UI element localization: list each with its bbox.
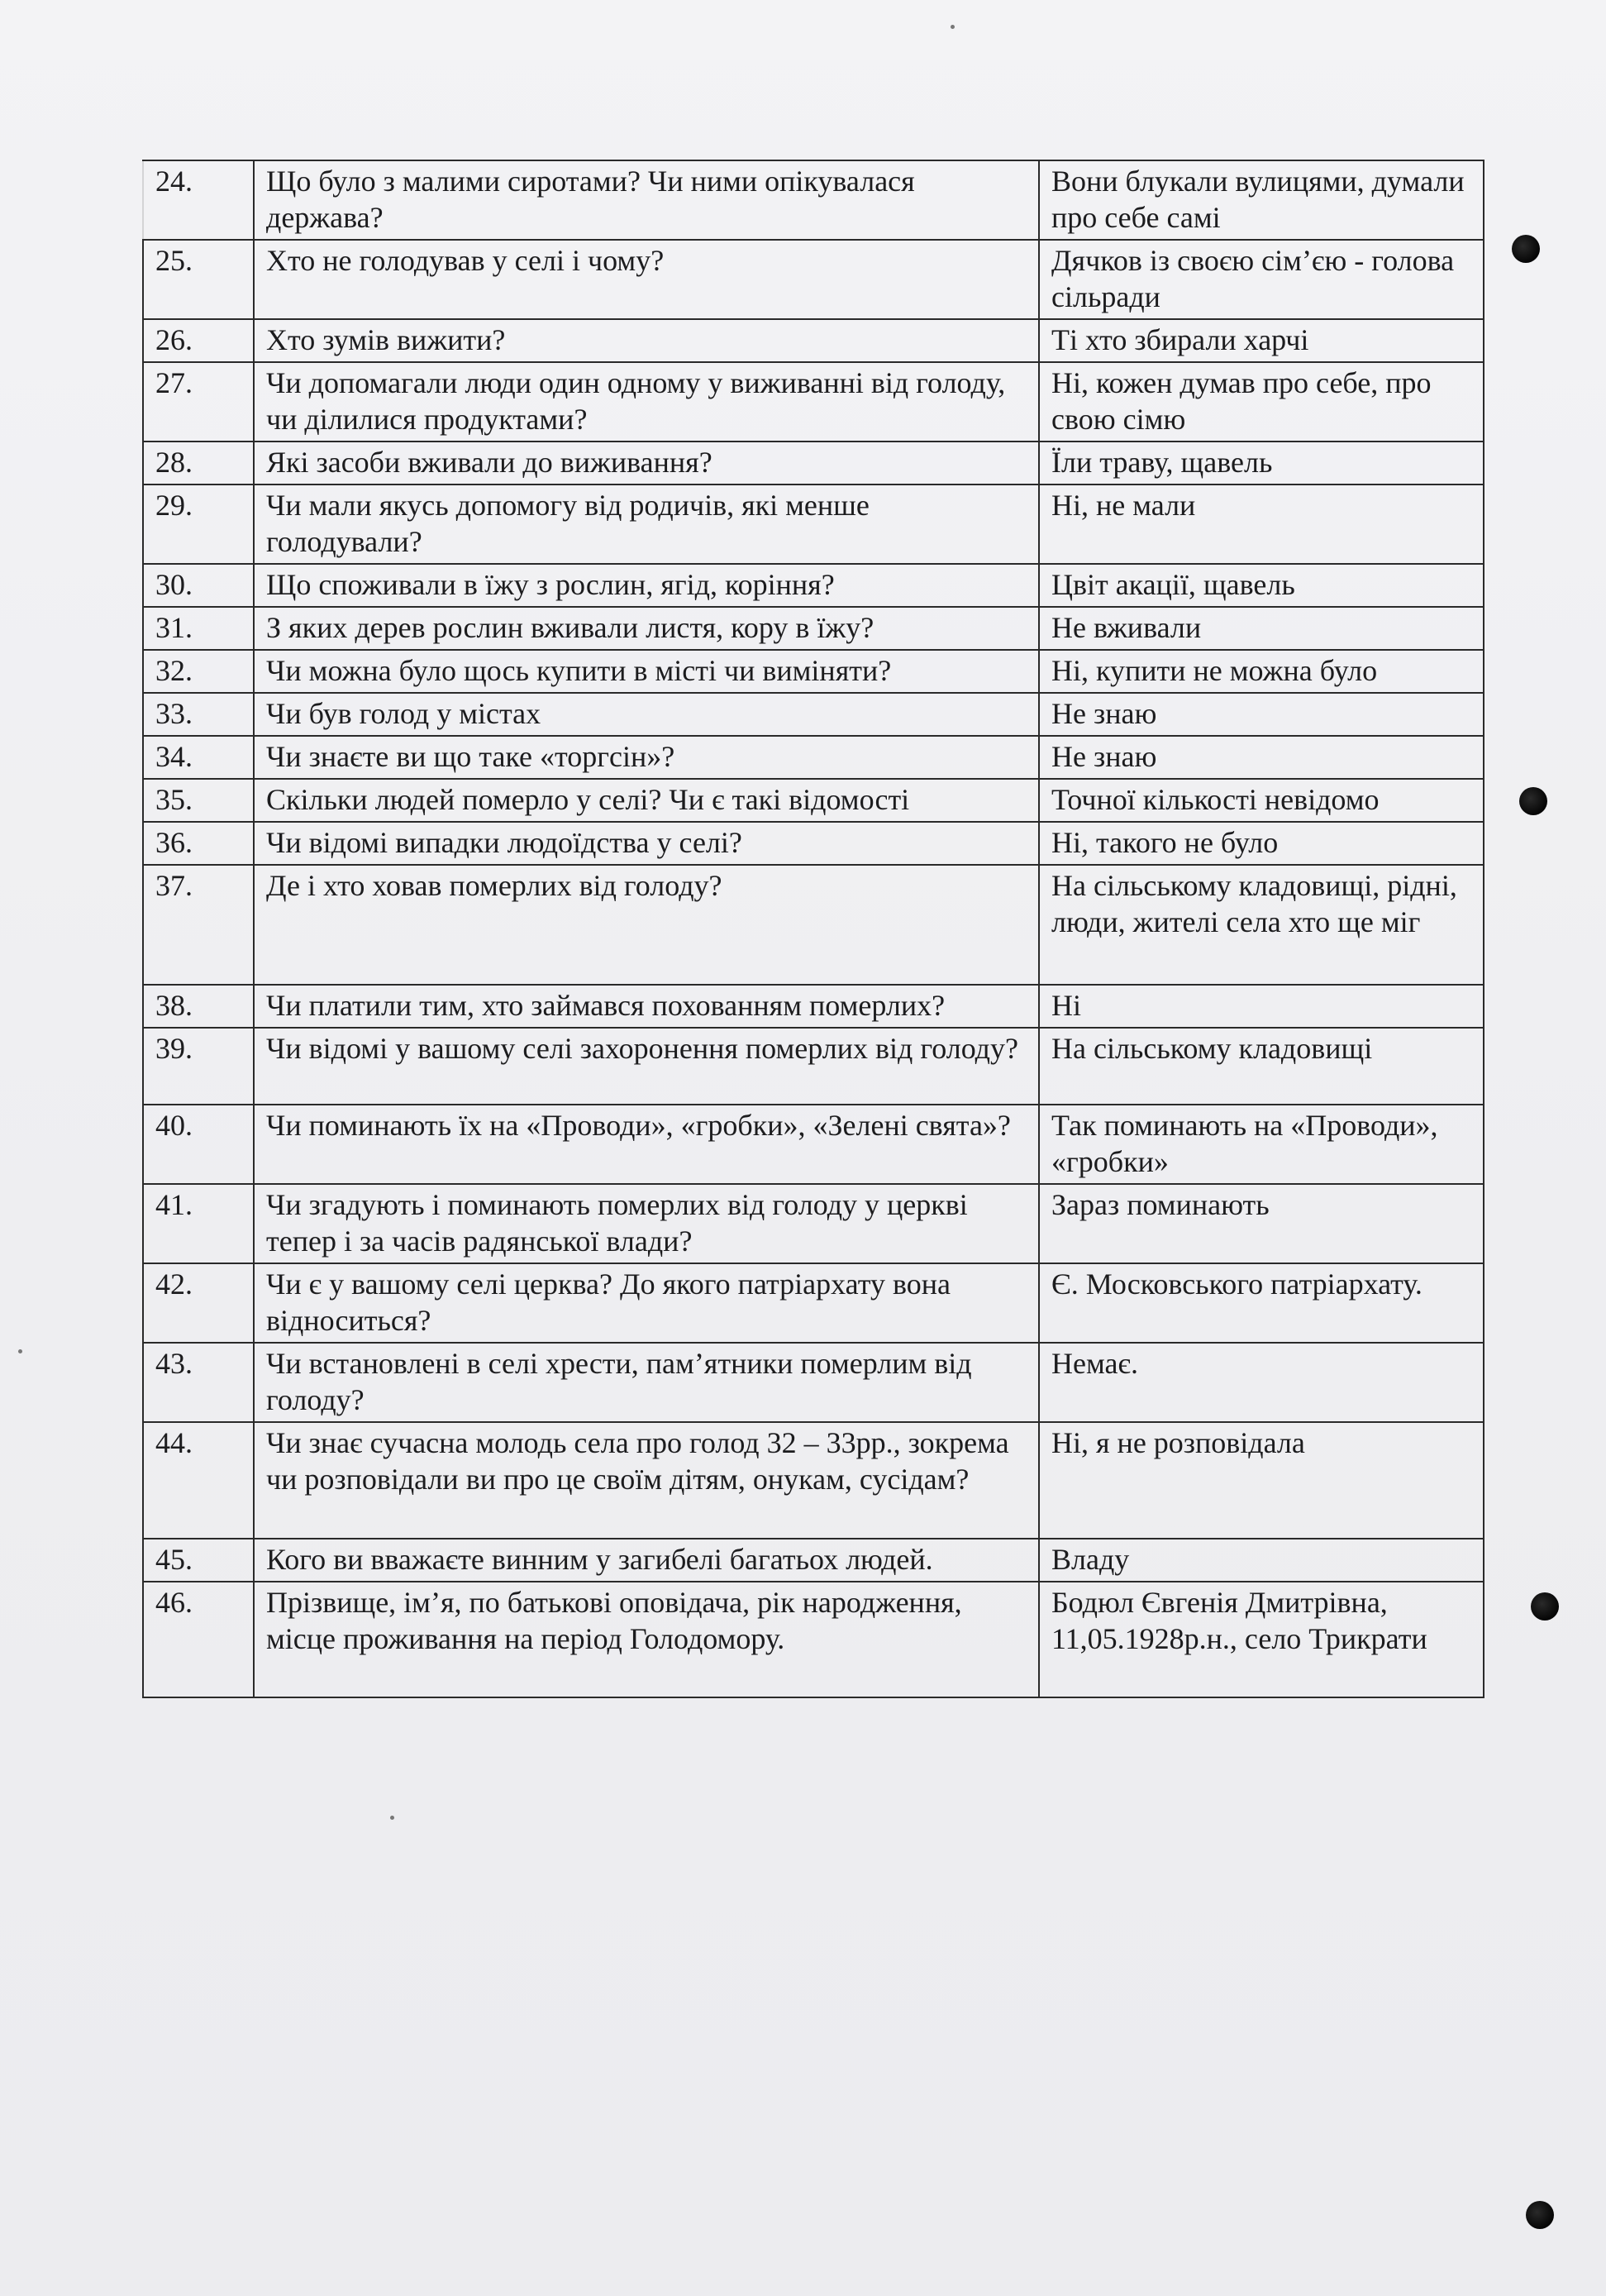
row-number: 25.	[143, 240, 254, 319]
row-number: 26.	[143, 319, 254, 362]
answer-cell: Ні, не мали	[1039, 484, 1484, 564]
table-row	[143, 1028, 1484, 1105]
answer-cell: Ні	[1039, 985, 1484, 1028]
answer-cell: Бодюл Євгенія Дмитрівна, 11,05.1928р.н., село Трикрати	[1039, 1582, 1484, 1697]
answer-cell: Ні, кожен думав про себе, про свою сімю	[1039, 362, 1484, 442]
answer-cell: Не знаю	[1039, 736, 1484, 779]
row-number: 29.	[143, 484, 254, 564]
row-number: 36.	[143, 822, 254, 865]
question-cell: Чи згадують і поминають померлих від голоду у церкві тепер і за часів радянської влади?	[254, 1184, 1039, 1263]
table-row	[143, 693, 1484, 736]
row-number: 37.	[143, 865, 254, 985]
row-number: 39.	[143, 1028, 254, 1105]
row-number: 44.	[143, 1422, 254, 1539]
answer-cell: Дячков із своєю сім’єю - голова сільради	[1039, 240, 1484, 319]
table-row	[143, 779, 1484, 822]
question-cell: Прізвище, ім’я, по батькові оповідача, рік народження, місце проживання на період Голодомору.	[254, 1582, 1039, 1697]
question-cell: Чи є у вашому селі церква? До якого патріархату вона відноситься?	[254, 1263, 1039, 1343]
table-row	[143, 1105, 1484, 1184]
answer-cell: Зараз поминають	[1039, 1184, 1484, 1263]
table-row	[143, 484, 1484, 564]
row-number: 38.	[143, 985, 254, 1028]
question-cell: Хто зумів вижити?	[254, 319, 1039, 362]
question-cell: Чи відомі у вашому селі захоронення померлих від голоду?	[254, 1028, 1039, 1105]
answer-cell: Так поминають на «Проводи», «гробки»	[1039, 1105, 1484, 1184]
row-number: 45.	[143, 1539, 254, 1582]
table-row	[143, 1184, 1484, 1263]
question-cell: Чи знаєте ви що таке «торгсін»?	[254, 736, 1039, 779]
table-row	[143, 650, 1484, 693]
question-cell: Чи поминають їх на «Проводи», «гробки», «Зелені свята»?	[254, 1105, 1039, 1184]
table-row	[143, 736, 1484, 779]
row-number: 35.	[143, 779, 254, 822]
answer-cell: Ті хто збирали харчі	[1039, 319, 1484, 362]
answer-cell: Точної кількості невідомо	[1039, 779, 1484, 822]
answer-cell: Владу	[1039, 1539, 1484, 1582]
row-number: 28.	[143, 442, 254, 484]
question-cell: Скільки людей померло у селі? Чи є такі відомості	[254, 779, 1039, 822]
row-number: 30.	[143, 564, 254, 607]
row-number: 33.	[143, 693, 254, 736]
answer-cell: Ні, купити не можна було	[1039, 650, 1484, 693]
question-cell: Де і хто ховав померлих від голоду?	[254, 865, 1039, 985]
table-row	[143, 362, 1484, 442]
table-row	[143, 985, 1484, 1028]
question-cell: Кого ви вважаєте винним у загибелі багатьох людей.	[254, 1539, 1039, 1582]
table-row	[143, 564, 1484, 607]
answer-cell: Не знаю	[1039, 693, 1484, 736]
question-cell: З яких дерев рослин вживали листя, кору в їжу?	[254, 607, 1039, 650]
answer-cell: Ні, такого не було	[1039, 822, 1484, 865]
answer-cell: На сільському кладовищі, рідні, люди, жителі села хто ще міг	[1039, 865, 1484, 985]
margin-speck	[390, 1816, 394, 1820]
table-row	[143, 607, 1484, 650]
answer-cell: Не вживали	[1039, 607, 1484, 650]
answer-cell: Цвіт акації, щавель	[1039, 564, 1484, 607]
answer-cell: Немає.	[1039, 1343, 1484, 1422]
row-number: 42.	[143, 1263, 254, 1343]
table-row	[143, 240, 1484, 319]
question-cell: Хто не голодував у селі і чому?	[254, 240, 1039, 319]
answer-cell: Вони блукали вулицями, думали про себе самі	[1039, 160, 1484, 240]
question-cell: Чи встановлені в селі хрести, пам’ятники померлим від голоду?	[254, 1343, 1039, 1422]
punch-hole-lower-middle	[1531, 1592, 1559, 1621]
question-cell: Чи знає сучасна молодь села про голод 32 – 33рр., зокрема чи розповідали ви про це своїм дітям, онукам, сусідам?	[254, 1422, 1039, 1539]
table-row	[143, 822, 1484, 865]
question-cell: Що споживали в їжу з рослин, ягід, коріння?	[254, 564, 1039, 607]
row-number: 31.	[143, 607, 254, 650]
punch-hole-upper-middle	[1519, 787, 1547, 815]
table-row	[143, 160, 1484, 240]
row-number: 27.	[143, 362, 254, 442]
punch-hole-bottom	[1526, 2201, 1554, 2229]
row-number: 43.	[143, 1343, 254, 1422]
table-row	[143, 1539, 1484, 1582]
survey-table	[142, 160, 1484, 1698]
question-cell: Чи можна було щось купити в місті чи виміняти?	[254, 650, 1039, 693]
table-row	[143, 319, 1484, 362]
row-number: 24.	[143, 160, 254, 240]
row-number: 40.	[143, 1105, 254, 1184]
punch-hole-top	[1512, 235, 1540, 263]
question-cell: Що було з малими сиротами? Чи ними опікувалася держава?	[254, 160, 1039, 240]
answer-cell: Є. Московського патріархату.	[1039, 1263, 1484, 1343]
row-number: 34.	[143, 736, 254, 779]
answer-cell: Їли траву, щавель	[1039, 442, 1484, 484]
table-row	[143, 442, 1484, 484]
table-row	[143, 1582, 1484, 1697]
question-cell: Які засоби вживали до виживання?	[254, 442, 1039, 484]
table-row	[143, 865, 1484, 985]
question-cell: Чи мали якусь допомогу від родичів, які менше голодували?	[254, 484, 1039, 564]
margin-speck	[18, 1349, 22, 1353]
row-number: 32.	[143, 650, 254, 693]
row-number: 46.	[143, 1582, 254, 1697]
margin-speck	[951, 25, 955, 29]
table-row	[143, 1422, 1484, 1539]
row-number: 41.	[143, 1184, 254, 1263]
table-row	[143, 1343, 1484, 1422]
answer-cell: Ні, я не розповідала	[1039, 1422, 1484, 1539]
question-cell: Чи відомі випадки людоїдства у селі?	[254, 822, 1039, 865]
answer-cell: На сільському кладовищі	[1039, 1028, 1484, 1105]
table-row	[143, 1263, 1484, 1343]
question-cell: Чи допомагали люди один одному у виживанні від голоду, чи ділилися продуктами?	[254, 362, 1039, 442]
question-cell: Чи був голод у містах	[254, 693, 1039, 736]
question-cell: Чи платили тим, хто займався похованням померлих?	[254, 985, 1039, 1028]
